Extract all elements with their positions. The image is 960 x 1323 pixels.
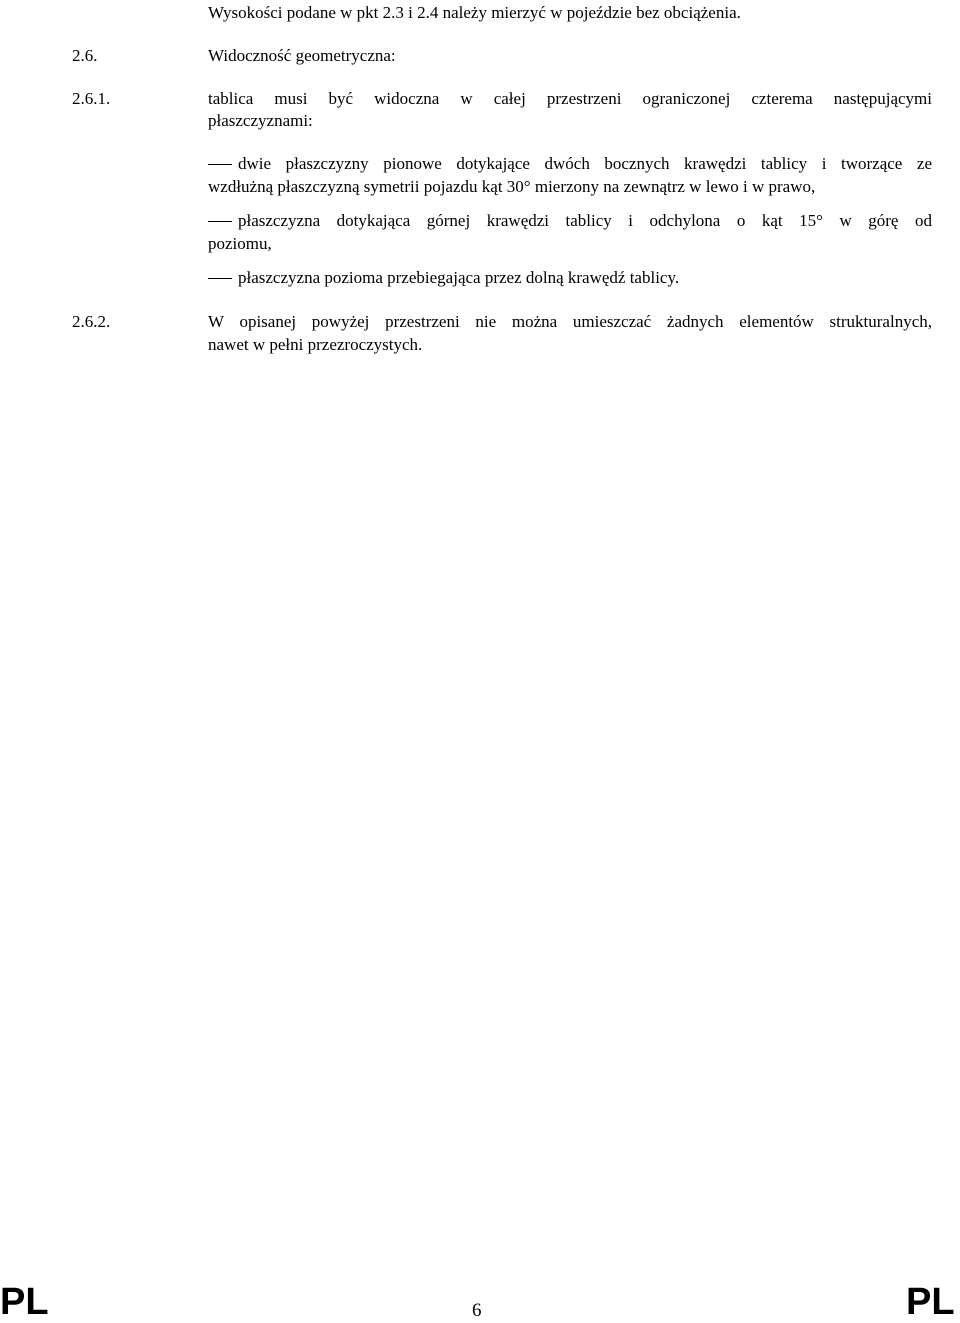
list-item-3-text: płaszczyzna pozioma przebiegająca przez dolną krawędź tablicy. [238,268,680,287]
list-item-2-text: płaszczyzna dotykająca górnej krawędzi tablicy i odchylona o kąt 15° w górę od [238,211,932,230]
dash-bullet-icon [208,221,232,222]
dash-bullet-icon [208,278,232,279]
section-2-6-1-line-1: tablica musi być widoczna w całej przestrzeni ograniczonej czterema następującymi [208,89,932,108]
section-number-2-6-2: 2.6.2. [72,312,111,331]
list-item-3-line-1 [208,267,679,289]
section-2-6-1-line-2: płaszczyznami: [208,111,313,130]
intro-paragraph: Wysokości podane w pkt 2.3 i 2.4 należy mierzyć w pojeździe bez obciążenia. [208,3,741,22]
list-item-2-line-2: poziomu, [208,234,272,253]
page-number: 6 [472,1300,482,1321]
footer-language-mark-right: PL [906,1281,955,1323]
list-item-1-line-2: wzdłużną płaszczyzną symetrii pojazdu kąt 30° mierzony na zewnątrz w lewo i w prawo, [208,177,816,196]
section-title-2-6: Widoczność geometryczna: [208,46,396,65]
list-item-1-text: dwie płaszczyzny pionowe dotykające dwóch bocznych krawędzi tablicy i tworzące ze [238,154,932,173]
section-2-6-2-line-2: nawet w pełni przezroczystych. [208,335,423,354]
dash-bullet-icon [208,164,232,165]
section-2-6-2-line-1: W opisanej powyżej przestrzeni nie można umieszczać żadnych elementów strukturalnych, [208,312,932,331]
section-number-2-6-1: 2.6.1. [72,89,111,108]
list-item-2-line-1 [208,210,932,232]
list-item-1-line-1 [208,153,932,175]
section-number-2-6: 2.6. [72,46,98,65]
footer-language-mark-left: PL [0,1281,49,1323]
